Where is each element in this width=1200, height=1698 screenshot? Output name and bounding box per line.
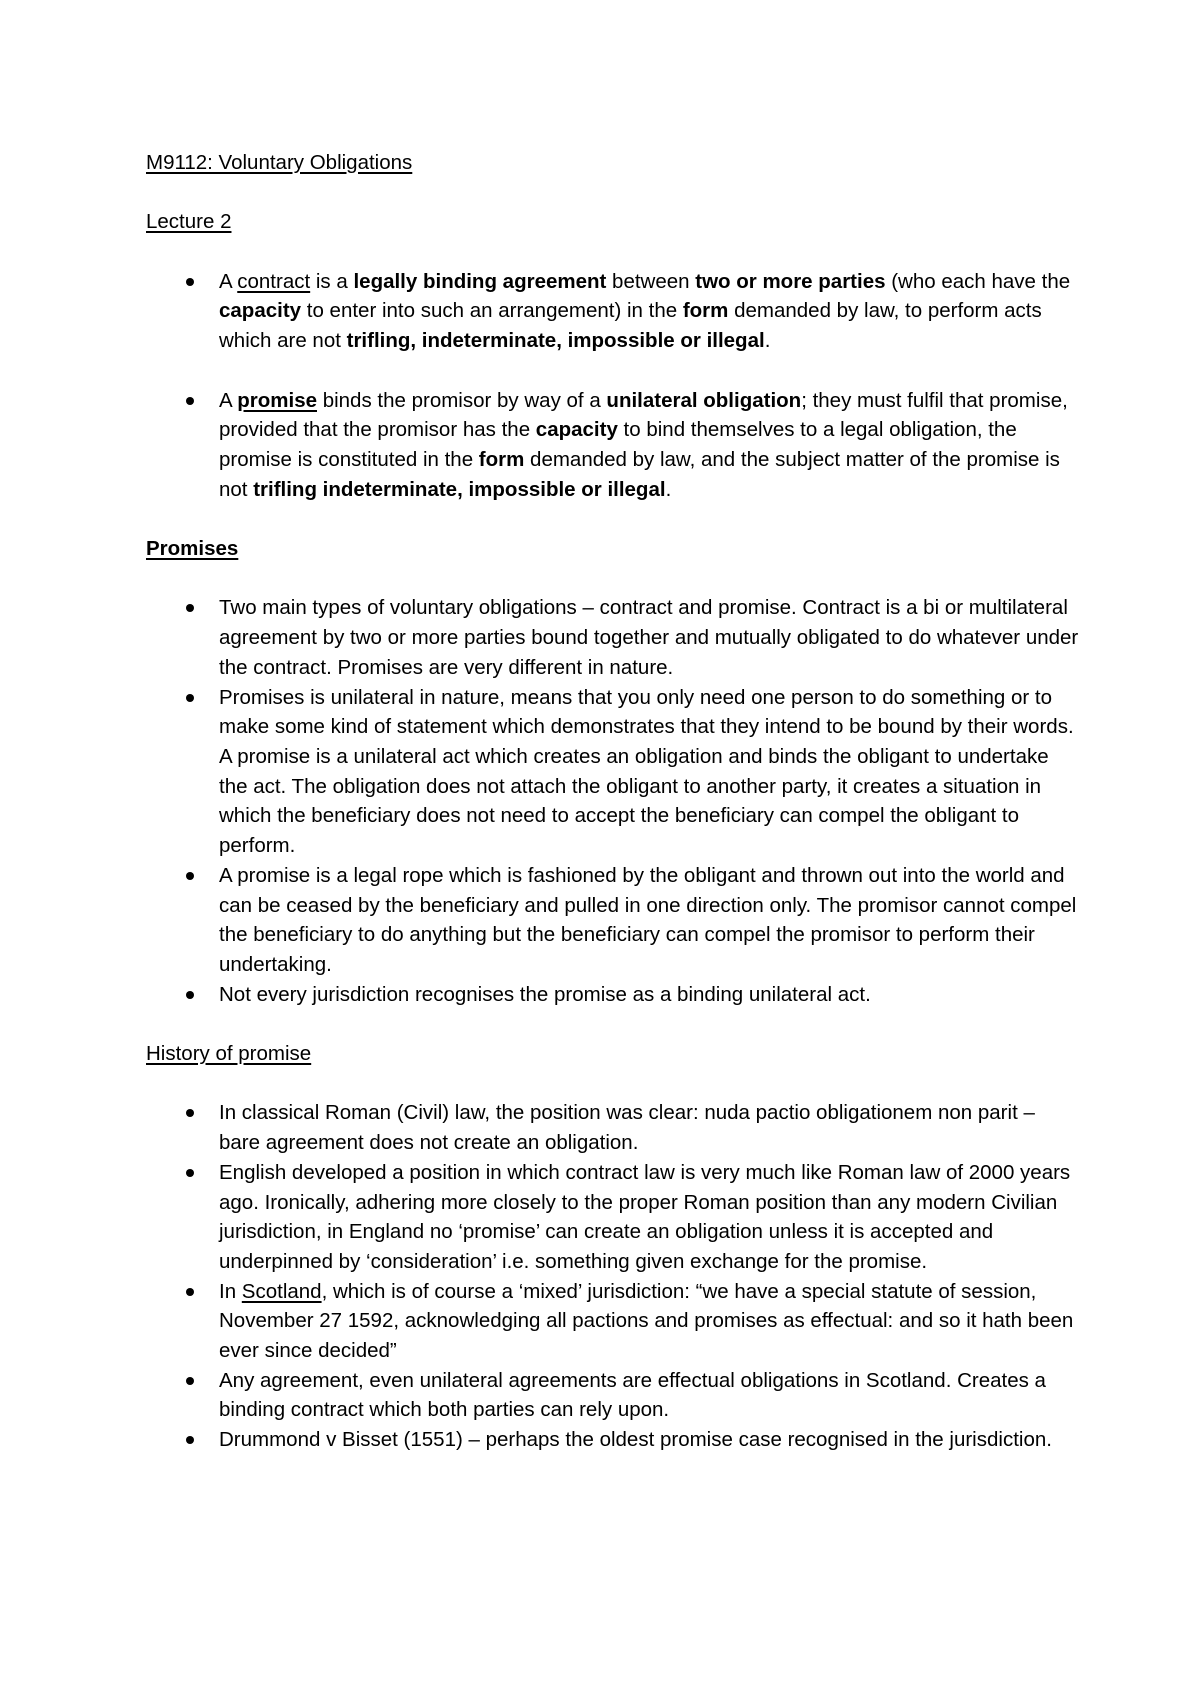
text-run: (who each have the (885, 269, 1071, 293)
emphasized-term: trifling indeterminate, impossible or illegal (253, 477, 666, 501)
definitions-list (146, 267, 1080, 505)
emphasized-term: trifling, indeterminate, impossible or illegal (346, 329, 765, 353)
definition-text (219, 270, 1070, 352)
lecture-heading: Lecture 2 (146, 210, 232, 234)
list-item (146, 861, 1080, 980)
bullet-icon (186, 397, 194, 405)
list-item (146, 593, 1080, 682)
bullet-icon (186, 694, 194, 702)
text-run: demanded by law, to perform acts which are not (219, 299, 1042, 353)
text-run: ; they must fulfil that promise, provided that the promisor has the (219, 388, 1068, 442)
history-heading: History of promise (146, 1042, 312, 1065)
text-run: demanded by law, and the subject matter of the promise is not (219, 447, 1060, 501)
text-run: binds the promisor by way of a (317, 388, 607, 412)
emphasized-term: legally binding agreement (353, 269, 607, 293)
bullet-icon (186, 1288, 194, 1296)
text-run: . (665, 477, 672, 501)
list-item (146, 1158, 1080, 1277)
bullet-icon (186, 604, 194, 612)
list-item-text: Drummond v Bisset (1551) – perhaps the oldest promise case recognised in the jurisdiction. (219, 1428, 1052, 1452)
text-run: A (219, 269, 238, 293)
emphasized-term: form (478, 447, 525, 471)
text-run: A (219, 388, 238, 412)
list-item-scotland (146, 1277, 1080, 1366)
text-run: between (606, 269, 696, 293)
emphasized-term: promise (237, 388, 317, 412)
text-run: . (764, 329, 771, 353)
bullet-icon (186, 991, 194, 999)
emphasized-term: unilateral obligation (606, 388, 802, 412)
promises-heading: Promises (146, 537, 239, 561)
list-item-text: In (219, 1279, 242, 1303)
definition-promise (146, 386, 1080, 505)
bullet-icon (186, 278, 194, 286)
history-list (146, 1098, 1080, 1454)
list-item-text: , which is of course a ‘mixed’ jurisdiction: “we have a special statute of session, November 27 1592, acknowledging all pactions and promises as effectual: and so it hath been ever since decided” (219, 1279, 1074, 1363)
text-run: is a (310, 269, 354, 293)
bullet-icon (186, 1377, 194, 1385)
list-item-text: English developed a position in which contract law is very much like Roman law of 2000 years ago. Ironically, adhering more closely to the proper Roman position than any modern Civilian jurisdiction, in England no ‘promise’ can create an obligation unless it is accepted and underpinned by ‘consideration’ i.e. something given exchange for the promise. (219, 1160, 1071, 1273)
bullet-icon (186, 872, 194, 880)
list-item (146, 1098, 1080, 1157)
list-item-text: In classical Roman (Civil) law, the position was clear: nuda pactio obligationem non parit – bare agreement does not create an obligation. (219, 1101, 1035, 1155)
promises-list (146, 593, 1080, 1009)
bullet-icon (186, 1169, 194, 1177)
list-item (146, 980, 1080, 1010)
emphasized-term: two or more parties (695, 269, 886, 293)
bullet-icon (186, 1109, 194, 1117)
text-run: to enter into such an arrangement) in the (301, 299, 683, 323)
scotland-underlined-term: Scotland (241, 1279, 322, 1303)
emphasized-term: contract (237, 269, 311, 293)
emphasized-term: capacity (219, 299, 302, 323)
document-title: M9112: Voluntary Obligations (146, 151, 413, 174)
list-item-text: Not every jurisdiction recognises the promise as a binding unilateral act. (219, 982, 871, 1006)
bullet-icon (186, 1436, 194, 1444)
emphasized-term: form (682, 299, 729, 323)
emphasized-term: capacity (535, 418, 618, 442)
definition-text (219, 389, 1068, 501)
list-item-text: A promise is a legal rope which is fashioned by the obligant and thrown out into the world and can be ceased by the beneficiary and pulled in one direction only. The promisor cannot compel the beneficiary to do anything but the beneficiary can compel the promisor to perform their undertaking. (219, 863, 1077, 976)
list-item (146, 1366, 1080, 1425)
list-item-text: Any agreement, even unilateral agreements are effectual obligations in Scotland. Creates a binding contract which both parties can rely upon. (219, 1368, 1046, 1422)
list-item (146, 683, 1080, 861)
definition-contract (146, 267, 1080, 356)
text-run: to bind themselves to a legal obligation, the promise is constituted in the (219, 418, 1017, 471)
list-item (146, 1425, 1080, 1455)
list-item-text: Two main types of voluntary obligations – contract and promise. Contract is a bi or multilateral agreement by two or more parties bound together and mutually obligated to do whatever under the contract. Promises are very different in nature. (219, 596, 1079, 679)
list-item-text: Promises is unilateral in nature, means that you only need one person to do something or to make some kind of statement which demonstrates that they intend to be bound by their words. A promise is a unilateral act which creates an obligation and binds the obligant to undertake the act. The obligation does not attach the obligant to another party, it creates a situation in which the beneficiary does not need to accept the beneficiary can compel the obligant to perform. (219, 685, 1074, 858)
